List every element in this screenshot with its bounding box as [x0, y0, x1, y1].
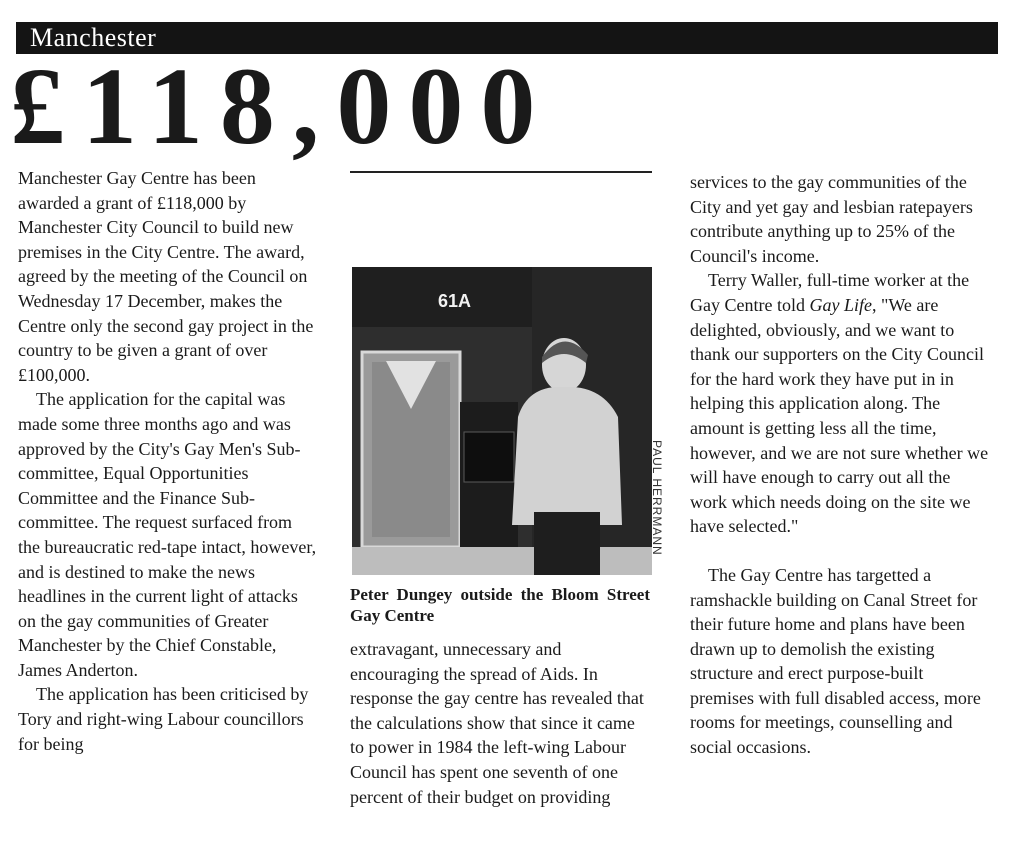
paragraph: [690, 268, 990, 539]
column-rule: [350, 171, 652, 173]
quote-text: , "We are delighted, obviously, and we want to thank our supporters on the City Council for the hard work they have put in in helping this application along. The amount is getting less all the time, however, and we are not sure whether we will have enough to carry out all the work which needs doing on the site we have selected.": [690, 294, 989, 537]
column-1: [18, 166, 318, 756]
publication-name: Gay Life: [809, 294, 872, 315]
paragraph: The application has been criticised by Tory and right-wing Labour councillors for being: [18, 684, 309, 754]
paragraph: services to the gay communities of the City and yet gay and lesbian ratepayers contribute anything up to 25% of the Council's income.: [690, 172, 973, 266]
paragraph: Manchester Gay Centre has been awarded a grant of £118,000 by Manchester City Council to build new premises in the City Centre. The award, agreed by the meeting of the Council on Wednesday 17 December, makes the Centre only the second gay project in the country to be given a grant of over £100,000.: [18, 168, 314, 385]
section-label: Manchester: [30, 23, 157, 52]
column-3: [690, 170, 990, 760]
photo-sign-text: 61A: [438, 291, 472, 311]
paragraph: The application for the capital was made some three months ago and was approved by the City's Gay Men's Sub-committee, Equal Opportunities Committee and the Finance Sub-committee. The request surfaced from the bureaucratic red-tape intact, however, and is destined to make the news headlines in the current light of attacks on the gay communities of Greater Manchester by the Chief Constable, James Anderton.: [18, 389, 317, 680]
headline: £118,000: [10, 45, 553, 167]
quote-intro: Terry Waller, full-time worker at the Gay Centre told: [690, 270, 970, 315]
photo-illustration: [352, 267, 652, 575]
column-2: [350, 637, 650, 809]
paragraph: The Gay Centre has targetted a ramshackle building on Canal Street for their future home and plans have been drawn up to demolish the existing structure and erect purpose-built premises with full disabled access, more rooms for meetings, counselling and social occasions.: [690, 564, 981, 758]
photo: [352, 267, 652, 575]
photo-credit: PAUL HERRMANN: [650, 440, 664, 556]
paragraph: extravagant, unnecessary and encouraging the spread of Aids. In response the gay centre has revealed that the calculations show that since it came to power in 1984 the left-wing Labour Council has spent one seventh of one percent of their budget on providing: [350, 639, 644, 807]
photo-caption: Peter Dungey outside the Bloom Street Gay Centre: [350, 585, 650, 625]
